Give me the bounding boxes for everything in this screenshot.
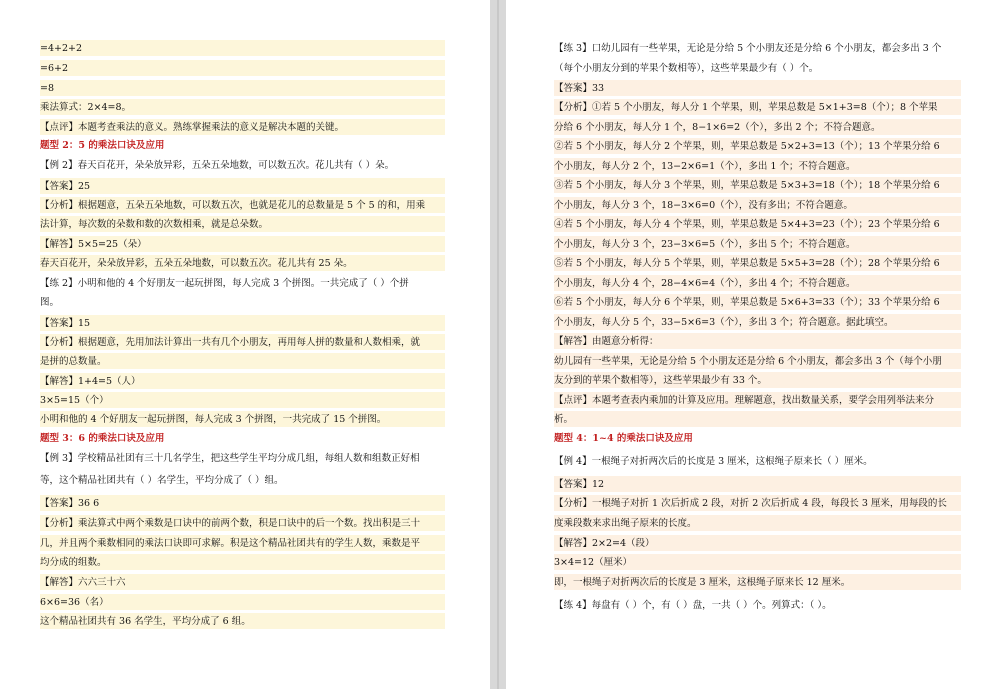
right-text-line: 友分到的苹果个数相等），这些苹果最少有 33 个。 [554,372,961,388]
left-text-line: 题型 2：5 的乘法口诀及应用 [40,140,165,151]
right-text-line: ②若 5 个小朋友，每人分 2 个苹果，则，苹果总数是 5×2+3=13（个）；13 个苹果分给 6 [554,138,961,154]
right-text-line: （每个小朋友分到的苹果个数相等），这些苹果最少有（ ）个。 [554,63,819,74]
left-text-line: 【分析】乘法算式中两个乘数是口诀中的前两个数，积是口诀中的后一个数。找出积是三十 [40,515,445,531]
right-text-line: 3×4=12（厘米） [554,554,961,570]
left-text-line: 法计算，每次数的朵数和数的次数相乘，就是总朵数。 [40,216,445,232]
document-page-right [506,0,996,689]
left-text-line: 【解答】六六三十六 [40,574,445,590]
right-text-line: 个小朋友，每人分 4 个，28−4×6=4（个），多出 4 个；不符合题意。 [554,275,961,291]
right-text-line: 【解答】由题意分析得： [554,333,961,349]
left-text-line: 【解答】5×5=25（朵） [40,236,445,252]
right-text-line: 【练 4】每盘有（ ）个，有（ ）盘，一共（ ）个。列算式：（ ）。 [554,600,832,611]
left-text-line: 几，并且两个乘数相同的乘法口诀即可求解。积是这个精品社团共有的学生人数，乘数是平 [40,535,445,551]
page-gutter [490,0,506,689]
left-text-line: 【练 2】小明和他的 4 个好朋友一起玩拼图，每人完成 3 个拼图。一共完成了（ ）个拼 [40,278,409,289]
right-text-line: 幼儿园有一些苹果，无论是分给 5 个小朋友还是分给 6 个小朋友，都会多出 3 个（每个小朋 [554,353,961,369]
left-text-line: 小明和他的 4 个好朋友一起玩拼图，每人完成 3 个拼图，一共完成了 15 个拼图。 [40,411,445,427]
left-text-line: 图。 [40,297,60,308]
right-text-line: 【点评】本题考查表内乘加的计算及应用。理解题意，找出数量关系，要学会用列举法来分 [554,392,961,408]
right-text-line: 【练 3】口幼儿园有一些苹果，无论是分给 5 个小朋友还是分给 6 个小朋友，都会多出 3 个 [554,43,942,54]
right-text-line: ⑥若 5 个小朋友，每人分 6 个苹果，则，苹果总数是 5×6+3=33（个）；33 个苹果分给 6 [554,294,961,310]
right-text-line: ⑤若 5 个小朋友，每人分 5 个苹果，则，苹果总数是 5×5+3=28（个）；28 个苹果分给 6 [554,255,961,271]
left-text-line: 【答案】15 [40,315,445,331]
right-text-line: 析。 [554,411,961,427]
left-text-line: 是拼的总数量。 [40,353,445,369]
right-text-line: 题型 4：1~4 的乘法口诀及应用 [554,433,693,444]
left-text-line: 【例 3】学校精品社团有三十几名学生，把这些学生平均分成几组，每组人数和组数正好相 [40,453,420,464]
right-text-line: 度乘段数来求出绳子原来的长度。 [554,515,961,531]
document-page-left [0,0,490,689]
right-text-line: 个小朋友，每人分 5 个，33−5×6=3（个），多出 3 个；符合题意。据此填空。 [554,314,961,330]
left-text-line: 3×5=15（个） [40,392,445,408]
left-text-line: 等，这个精品社团共有（ ）名学生，平均分成了（ ）组。 [40,475,284,486]
left-text-line: =8 [40,80,445,96]
right-text-line: 【分析】一根绳子对折 1 次后折成 2 段，对折 2 次后折成 4 段，每段长 3 厘米，用每段的长 [554,495,961,511]
right-text-line: 个小朋友，每人分 3 个，23−3×6=5（个），多出 5 个；不符合题意。 [554,236,961,252]
left-text-line: 【答案】36 6 [40,495,445,511]
left-text-line: =6+2 [40,60,445,76]
left-text-line: 【解答】1+4=5（人） [40,373,445,389]
left-text-line: 这个精品社团共有 36 名学生，平均分成了 6 组。 [40,613,445,629]
right-text-line: 个小朋友，每人分 3 个，18−3×6=0（个），没有多出；不符合题意。 [554,197,961,213]
left-text-line: 【分析】根据题意，五朵五朵地数，可以数五次，也就是花儿的总数量是 5 个 5 的和，用乘 [40,197,445,213]
right-text-line: 【分析】①若 5 个小朋友，每人分 1 个苹果，则，苹果总数是 5×1+3=8（个）；8 个苹果 [554,99,961,115]
left-text-line: 均分成的组数。 [40,554,445,570]
left-text-line: 乘法算式：2×4=8。 [40,99,445,115]
right-text-line: 【答案】33 [554,80,961,96]
left-text-line: 【例 2】春天百花开，朵朵放异彩，五朵五朵地数，可以数五次。花儿共有（ ）朵。 [40,160,395,171]
left-text-line: 春天百花开，朵朵放异彩，五朵五朵地数，可以数五次。花儿共有 25 朵。 [40,255,445,271]
right-text-line: 【答案】12 [554,476,961,492]
left-text-line: 【分析】根据题意，先用加法计算出一共有几个小朋友，再用每人拼的数量和人数相乘，就 [40,334,445,350]
left-text-line: 【答案】25 [40,178,445,194]
right-text-line: 即，一根绳子对折两次后的长度是 3 厘米，这根绳子原来长 12 厘米。 [554,574,961,590]
left-text-line: 【点评】本题考查乘法的意义。熟练掌握乘法的意义是解决本题的关键。 [40,119,445,135]
right-text-line: 分给 6 个小朋友，每人分 1 个，8−1×6=2（个），多出 2 个；不符合题意。 [554,119,961,135]
right-text-line: 【解答】2×2=4（段） [554,535,961,551]
right-text-line: 【例 4】一根绳子对折两次后的长度是 3 厘米，这根绳子原来长（ ）厘米。 [554,456,873,467]
right-text-line: 个小朋友，每人分 2 个，13−2×6=1（个），多出 1 个；不符合题意。 [554,158,961,174]
right-text-line: ③若 5 个小朋友，每人分 3 个苹果，则，苹果总数是 5×3+3=18（个）；18 个苹果分给 6 [554,177,961,193]
left-text-line: =4+2+2 [40,40,445,56]
left-text-line: 6×6=36（名） [40,594,445,610]
left-text-line: 题型 3：6 的乘法口诀及应用 [40,433,165,444]
right-text-line: ④若 5 个小朋友，每人分 4 个苹果，则，苹果总数是 5×4+3=23（个）；23 个苹果分给 6 [554,216,961,232]
